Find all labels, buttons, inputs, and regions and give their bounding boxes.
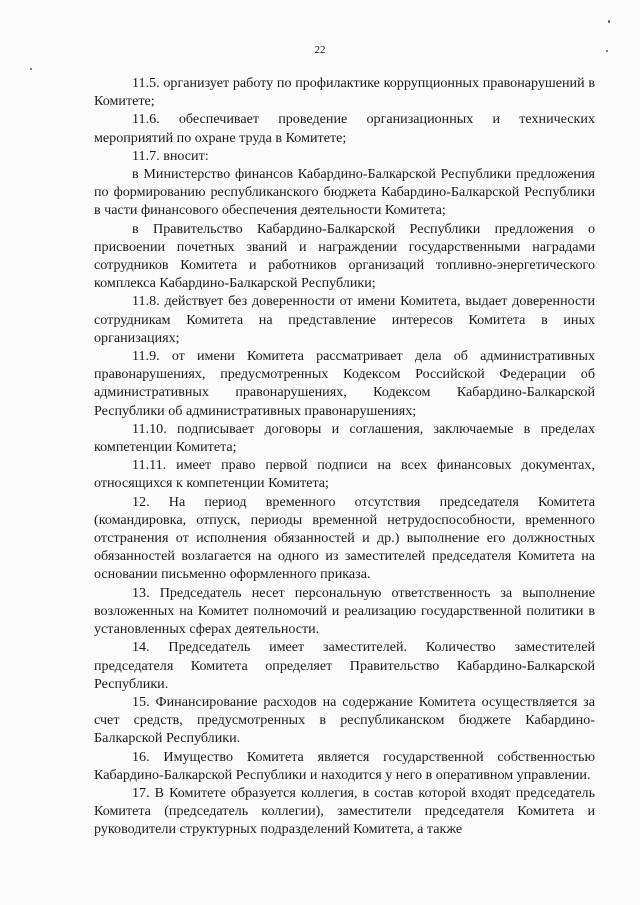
paragraph-17: 17. В Комитете образуется коллегия, в состав которой входят председатель Комитета (председатель коллегии), заместители председателя Комитета и руководители структурных подразделений Комитета, а также xyxy=(94,784,595,838)
paragraph-11-7-government: в Правительство Кабардино-Балкарской Республики предложения о присвоении почетных званий и награждении государственными наградами сотрудников Комитета и работников организаций топливно-энергетического комплекса Кабардино-Балкарской Республики; xyxy=(94,220,595,292)
paragraph-11-6: 11.6. обеспечивает проведение организационных и технических мероприятий по охране труда в Комитете; xyxy=(94,111,595,146)
paragraph-11-7-ministry: в Министерство финансов Кабардино-Балкарской Республики предложения по формированию республиканского бюджета Кабардино-Балкарской Республики в части финансового обеспечения деятельности Комитета; xyxy=(94,166,595,219)
paragraph-15: 15. Финансирование расходов на содержание Комитета осуществляется за счет средств, предусмотренных в республиканском бюджете Кабардино-Балкарской Республики. xyxy=(94,693,595,747)
paragraph-12: 12. На период временного отсутствия председателя Комитета (командировка, отпуск, периоды временной нетрудоспособности, временного отстранения от исполнения обязанностей и др.) выполнение его должностных обязанностей возлагается на одного из заместителей председателя Комитета на основании письменно оформленного приказа. xyxy=(94,493,595,583)
document-body xyxy=(94,74,595,839)
paragraph-11-5: 11.5. организует работу по профилактике коррупционных правонарушений в Комитете; xyxy=(94,75,595,110)
scan-speck xyxy=(606,50,608,52)
paragraph-11-10: 11.10. подписывает договоры и соглашения, заключаемые в пределах компетенции Комитета; xyxy=(94,420,595,456)
paragraph-11-9: 11.9. от имени Комитета рассматривает дела об административных правонарушениях, предусмотренных Кодексом Российской Федерации об административных правонарушениях, Кодексом Кабардино-Балкарской Республики об административных правонарушениях; xyxy=(94,348,595,419)
paragraph-11-7: 11.7. вносит: xyxy=(132,147,209,164)
paragraph-16: 16. Имущество Комитета является государственной собственностью Кабардино-Балкарской Республики и находится у него в оперативном управлении. xyxy=(94,748,595,783)
scan-speck xyxy=(30,68,32,70)
paragraph-14: 14. Председатель имеет заместителей. Количество заместителей председателя Комитета определяет Правительство Кабардино-Балкарской Республики. xyxy=(94,639,595,692)
paragraph-11-11: 11.11. имеет право первой подписи на всех финансовых документах, относящихся к компетенции Комитета; xyxy=(94,457,595,492)
paragraph-11-8: 11.8. действует без доверенности от имени Комитета, выдает доверенности сотрудникам Комитета на представление интересов Комитета в иных организациях; xyxy=(94,293,595,346)
page-number: 22 xyxy=(314,44,326,56)
paragraph-13: 13. Председатель несет персональную ответственность за выполнение возложенных на Комитет полномочий и реализацию государственной политики в установленных сферах деятельности. xyxy=(94,584,595,638)
scan-speck xyxy=(608,20,610,23)
